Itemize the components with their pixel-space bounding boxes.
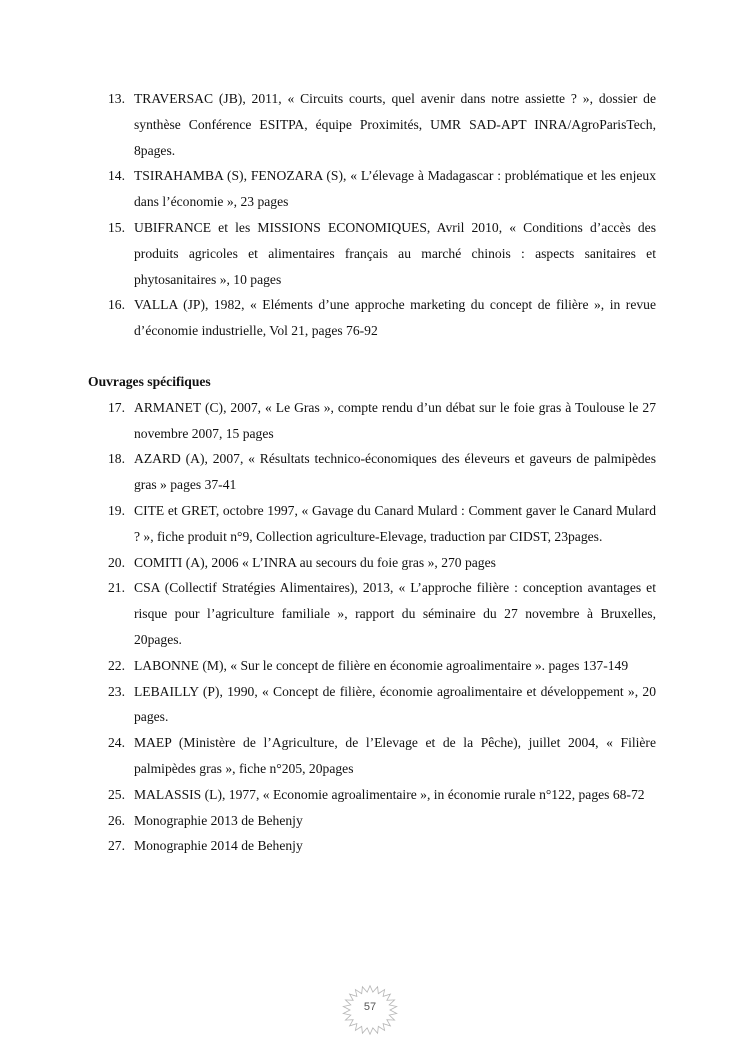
reference-text: Monographie 2013 de Behenjy	[134, 812, 303, 828]
reference-number: 15.	[108, 219, 125, 235]
reference-item	[88, 395, 656, 447]
reference-text: UBIFRANCE et les MISSIONS ECONOMIQUES, Avril 2010, « Conditions d’accès des produits agricoles et alimentaires français au marché chinois : aspects sanitaires et phytosanitaires », 10 pages	[134, 219, 656, 287]
reference-text: VALLA (JP), 1982, « Eléments d’une approche marketing du concept de filière », in revue d’économie industrielle, Vol 21, pages 76-92	[134, 297, 656, 339]
reference-number: 22.	[108, 657, 125, 673]
reference-item	[88, 679, 656, 731]
reference-item	[88, 808, 656, 834]
reference-item	[88, 550, 656, 576]
reference-number: 21.	[108, 580, 125, 596]
reference-item	[88, 215, 656, 292]
reference-number: 16.	[108, 297, 125, 313]
page-number-badge	[341, 984, 399, 1036]
reference-item	[88, 730, 656, 782]
reference-item	[88, 498, 656, 550]
bibliography-content	[88, 86, 656, 859]
reference-number: 27.	[108, 838, 125, 854]
reference-number: 13.	[108, 91, 125, 106]
reference-number: 20.	[108, 554, 125, 570]
references-list-specific	[88, 395, 656, 859]
reference-item	[88, 163, 656, 215]
reference-text: MALASSIS (L), 1977, « Economie agroalimentaire », in économie rurale n°122, pages 68-72	[134, 786, 645, 802]
reference-number: 18.	[108, 451, 125, 467]
reference-number: 14.	[108, 168, 125, 184]
reference-text: AZARD (A), 2007, « Résultats technico-économiques des éleveurs et gaveurs de palmipèdes gras » pages 37-41	[134, 451, 656, 493]
reference-number: 26.	[108, 812, 125, 828]
reference-number: 24.	[108, 735, 125, 751]
reference-item	[88, 292, 656, 344]
reference-text: COMITI (A), 2006 « L’INRA au secours du foie gras », 270 pages	[134, 554, 496, 570]
reference-text: LEBAILLY (P), 1990, « Concept de filière, économie agroalimentaire et développement », 20 pages.	[134, 683, 656, 725]
reference-text: TSIRAHAMBA (S), FENOZARA (S), « L’élevage à Madagascar : problématique et les enjeux dans l’économie », 23 pages	[134, 168, 656, 210]
reference-text: MAEP (Ministère de l’Agriculture, de l’Elevage et de la Pêche), juillet 2004, « Filière palmipèdes gras », fiche n°205, 20pages	[134, 735, 656, 776]
reference-item	[88, 833, 656, 859]
references-list-continued	[88, 86, 656, 344]
reference-number: 23.	[108, 683, 125, 699]
reference-text: ARMANET (C), 2007, « Le Gras », compte rendu d’un débat sur le foie gras à Toulouse le 27 novembre 2007, 15 pages	[134, 399, 656, 441]
reference-number: 19.	[108, 502, 125, 518]
reference-item	[88, 575, 656, 652]
reference-text: Monographie 2014 de Behenjy	[134, 838, 303, 854]
reference-text: CSA (Collectif Stratégies Alimentaires), 2013, « L’approche filière : conception avantages et risque pour l’agriculture familiale », rapport du séminaire du 27 novembre à Bruxelles, 20pages.	[134, 580, 656, 647]
reference-text: CITE et GRET, octobre 1997, « Gavage du Canard Mulard : Comment gaver le Canard Mulard ? », fiche produit n°9, Collection agriculture-Elevage, traduction par CIDST, 23pages.	[134, 502, 656, 544]
reference-number: 17.	[108, 399, 125, 415]
reference-item	[88, 653, 656, 679]
reference-item	[88, 86, 656, 163]
reference-item	[88, 782, 656, 808]
reference-number: 25.	[108, 786, 125, 802]
page-number: 57	[363, 1001, 377, 1013]
reference-item	[88, 446, 656, 498]
section-heading-ouvrages-specifiques: Ouvrages spécifiques	[88, 373, 211, 389]
reference-text: TRAVERSAC (JB), 2011, « Circuits courts, quel avenir dans notre assiette ? », dossier de synthèse Conférence ESITPA, équipe Proximités, UMR SAD-APT INRA/AgroParisTech, 8pages.	[134, 91, 656, 158]
reference-text: LABONNE (M), « Sur le concept de filière en économie agroalimentaire ». pages 137-149	[134, 657, 629, 673]
